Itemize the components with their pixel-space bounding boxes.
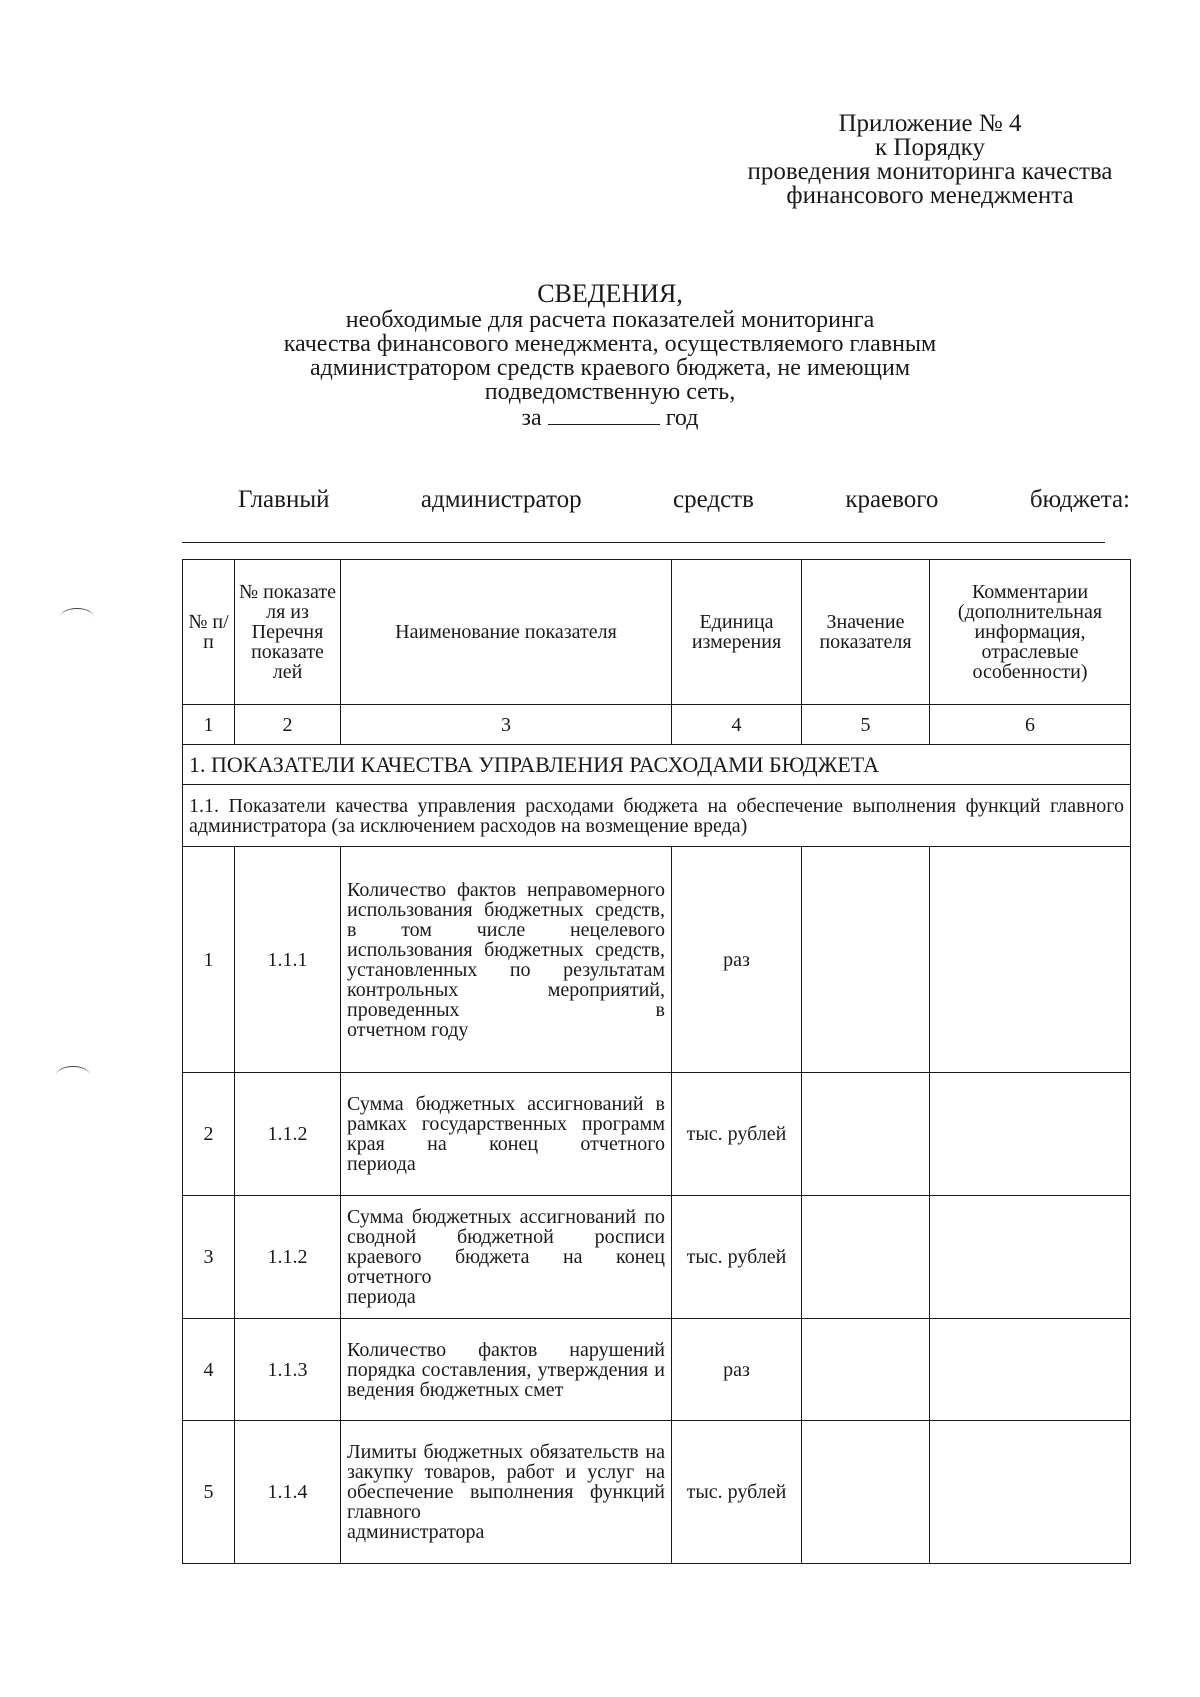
row-comment-cell[interactable] <box>930 847 1131 1073</box>
row-num: 4 <box>183 1319 235 1421</box>
col-number: 1 <box>183 705 235 745</box>
row-unit: раз <box>672 847 802 1073</box>
row-unit: тыс. рублей <box>672 1073 802 1196</box>
table-row <box>183 1196 1131 1319</box>
title-year-line <box>180 404 1040 430</box>
row-comment-cell[interactable] <box>930 1319 1131 1421</box>
admin-name-blank-line[interactable] <box>182 542 1105 543</box>
admin-word-2: администратор <box>420 486 582 513</box>
row-value-cell[interactable] <box>802 847 930 1073</box>
table-row <box>183 847 1131 1073</box>
admin-word-1: Главный <box>238 486 330 513</box>
row-comment-cell[interactable] <box>930 1073 1131 1196</box>
subsection-row <box>183 785 1131 847</box>
header-num: № п/п <box>183 560 235 705</box>
admin-word-5: бюджета: <box>1029 486 1130 513</box>
appendix-line-2: к Порядку <box>875 134 985 161</box>
row-value-cell[interactable] <box>802 1421 930 1564</box>
header-comment: Комментарии (дополнительная информация, отраслевые особенности) <box>930 560 1131 705</box>
year-suffix: год <box>665 405 699 431</box>
header-indicator-name: Наименование показателя <box>341 560 672 705</box>
appendix-line-3: проведения мониторинга качества <box>747 158 1113 185</box>
row-indicator-number: 1.1.2 <box>235 1073 341 1196</box>
row-unit: тыс. рублей <box>672 1196 802 1319</box>
header-value: Значение показателя <box>802 560 930 705</box>
row-indicator-number: 1.1.2 <box>235 1196 341 1319</box>
col-number: 6 <box>930 705 1131 745</box>
row-num: 3 <box>183 1196 235 1319</box>
title-line-2: качества финансового менеджмента, осуществляемого главным <box>283 331 937 357</box>
row-unit: раз <box>672 1319 802 1421</box>
indicators-table <box>182 559 1131 1564</box>
col-number: 5 <box>802 705 930 745</box>
row-num: 1 <box>183 847 235 1073</box>
row-unit: тыс. рублей <box>672 1421 802 1564</box>
appendix-line-1: Приложение № 4 <box>838 110 1022 137</box>
chief-administrator-label <box>238 486 1130 514</box>
admin-word-3: средств <box>672 486 754 513</box>
row-indicator-number: 1.1.3 <box>235 1319 341 1421</box>
margin-mark-bottom <box>56 1066 90 1085</box>
title-heading: СВЕДЕНИЯ, <box>537 279 683 308</box>
year-blank-field[interactable] <box>548 404 660 425</box>
appendix-header <box>700 112 1160 208</box>
header-unit: Единица измерения <box>672 560 802 705</box>
admin-word-4: краевого <box>845 486 939 513</box>
col-number: 4 <box>672 705 802 745</box>
table-row <box>183 1319 1131 1421</box>
year-prefix: за <box>521 405 542 431</box>
margin-mark-top <box>60 608 94 627</box>
title-line-4: подведомственную сеть, <box>484 379 736 405</box>
col-number: 3 <box>341 705 672 745</box>
appendix-line-4: финансового менеджмента <box>786 182 1074 209</box>
row-indicator-name: Количество фактов нарушений порядка составления, утверждения и ведения бюджетных смет <box>341 1319 672 1421</box>
table-row <box>183 1421 1131 1564</box>
row-comment-cell[interactable] <box>930 1196 1131 1319</box>
row-indicator-name: Сумма бюджетных ассигнований в рамках государственных программ края на конец отчетного периода <box>341 1073 672 1196</box>
title-line-3: администратором средств краевого бюджета, не имеющим <box>309 355 911 381</box>
row-num: 5 <box>183 1421 235 1564</box>
document-title <box>180 280 1040 430</box>
column-number-row <box>183 705 1131 745</box>
row-num: 2 <box>183 1073 235 1196</box>
table-row <box>183 1073 1131 1196</box>
title-line-1: необходимые для расчета показателей мониторинга <box>345 307 875 333</box>
row-indicator-number: 1.1.4 <box>235 1421 341 1564</box>
row-comment-cell[interactable] <box>930 1421 1131 1564</box>
row-indicator-name: Сумма бюджетных ассигнований по сводной бюджетной росписи краевого бюджета на конец отчетного периода <box>341 1196 672 1319</box>
row-indicator-name: Лимиты бюджетных обязательств на закупку товаров, работ и услуг на обеспечение выполнения функций главного администратора <box>341 1421 672 1564</box>
section-title: 1. ПОКАЗАТЕЛИ КАЧЕСТВА УПРАВЛЕНИЯ РАСХОДАМИ БЮДЖЕТА <box>183 745 1131 785</box>
row-value-cell[interactable] <box>802 1073 930 1196</box>
col-number: 2 <box>235 705 341 745</box>
row-value-cell[interactable] <box>802 1196 930 1319</box>
subsection-title: 1.1. Показатели качества управления расходами бюджета на обеспечение выполнения функций главного администратора (за исключением расходов на возмещение вреда) <box>183 785 1131 847</box>
row-indicator-name: Количество фактов неправомерного использования бюджетных средств, в том числе нецелевого использования бюджетных средств, установленных по результатам контрольных мероприятий, проведенных в отчетном году <box>341 847 672 1073</box>
header-row <box>183 560 1131 705</box>
header-indicator-number: № показате ля из Перечня показате лей <box>235 560 341 705</box>
row-value-cell[interactable] <box>802 1319 930 1421</box>
section-row <box>183 745 1131 785</box>
row-indicator-number: 1.1.1 <box>235 847 341 1073</box>
